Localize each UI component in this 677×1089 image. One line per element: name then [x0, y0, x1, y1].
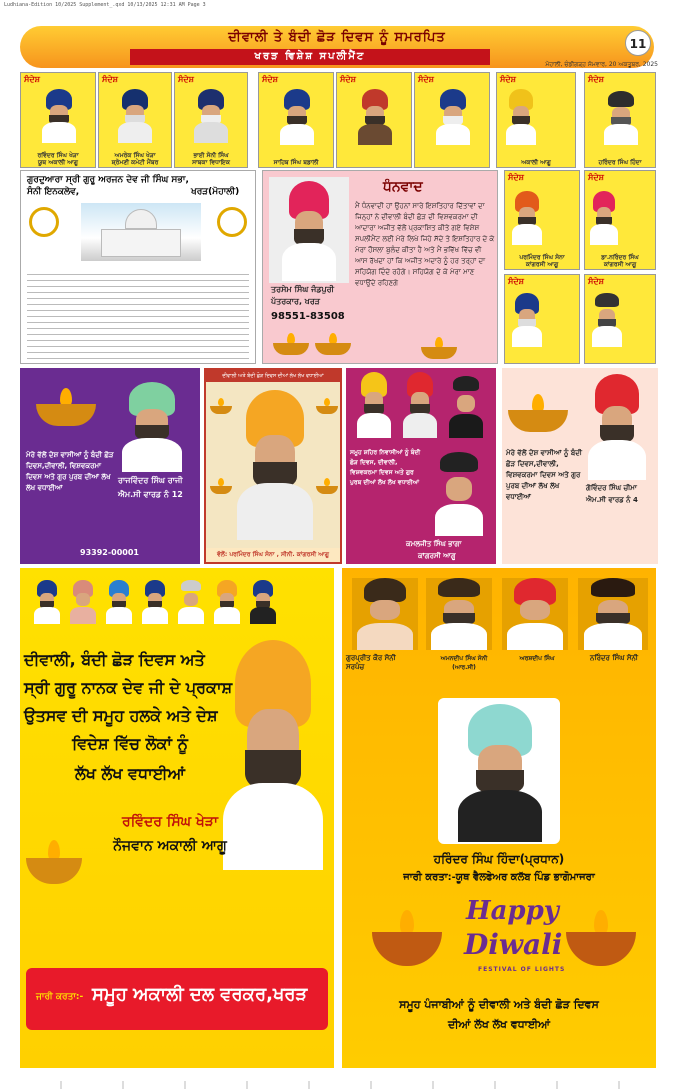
- portrait-photo: [509, 293, 545, 347]
- leader-role: ਨੌਜਵਾਨ ਅਕਾਲੀ ਆਗੂ: [113, 838, 227, 854]
- president-name: ਹਰਿੰਦਰ ਸਿੰਘ ਹਿੰਦਾ(ਪ੍ਰਧਾਨ): [433, 852, 565, 866]
- khanda-icon: [29, 207, 59, 237]
- thanks-panel: [262, 170, 498, 364]
- person-caption: ਨਰਿੰਦਰ ਸਿੰਘ ਸੋਨੀ: [589, 654, 639, 662]
- akali-dal-ad: [20, 568, 334, 1068]
- portrait-photo: [450, 704, 550, 842]
- message-card: [414, 72, 490, 168]
- card-name: ਹਰਿੰਦਰ ਸਿੰਘ ਹਿੰਦਾ: [598, 159, 642, 166]
- person-caption: ਅਮਨਦੀਪ ਸਿੰਘ ਸੋਨੀ (ਆਰ.ਸੀ): [440, 655, 488, 671]
- card-heading: ਸੰਦੇਸ਼: [418, 75, 434, 84]
- leader-name: ਰਵਿੰਦਰ ਸਿੰਘ ਖੇੜਾ: [122, 814, 218, 830]
- diya-icon: [315, 335, 351, 355]
- portrait-photo: [176, 580, 206, 624]
- portrait-photo: [433, 89, 473, 145]
- card-name: ਰਵਿੰਦਰ ਸਿੰਘ ਖੇੜਾ ਯੂਥ ਅਕਾਲੀ ਆਗੂ: [37, 152, 79, 166]
- portrait-photo: [230, 390, 320, 540]
- thanks-body: ਮੈਂ ਧੰਨਵਾਦੀ ਹਾਂ ਉਹਨਾਂ ਸਾਰੇ ਇਸ਼ਤਿਹਾਰ ਦਿੱਤਾਵਾਂ ਦਾ ਜਿਨ੍ਹਾਂ ਨੇ ਦੀਵਾਲੀ ਬੰਦੀ ਛੋੜ ਦੀ ਵਿਸ਼ਵਕਰਮਾ ਦੀ ਆਦਾਰਾ ਅਜੀਤ ਵੱਲੋਂ ਪ੍ਰਕਾਸ਼ਿਤ ਕੀਤੇ ਗਏ ਵਿਸ਼ੇਸ਼ ਸਪਲੀਮੈਂਟ ਲਈ ਮੇਰੇ ਲਿਖੇ ਜਿਹੇ ਸੱਦੇ ਤੇ ਇਸ਼ਤਿਹਾਰ ਦੇ ਕੇ ਮੇਰਾ ਹੌਸਲਾ ਬੁਲੰਦ ਕੀਤਾ ਹੈ ਅਤੇ ਮੈਂ ਭਵਿੱਖ ਵਿੱਚ ਵੀ ਆਸ ਰੱਖਦਾ ਹਾਂ ਕਿ ਅਜੀਤ ਅਦਾਰੇ ਨੂੰ ਹਰ ਤਰ੍ਹਾਂ ਦਾ ਸਹਿਯੋਗ ਦਿੰਦੇ ਰਹੋਗੇ। ਸਹਿਯੋਗ ਦੇ ਕੇ ਮੇਰਾ ਮਾਣ ਵਧਾਉਂਦੇ ਰਹਿਣਗੇ: [355, 202, 495, 287]
- thanks-title: ਧੰਨਵਾਦ: [383, 179, 423, 195]
- gurudwara-body-text: [27, 269, 249, 359]
- portrait-photo: [502, 578, 568, 650]
- portrait-photo: [446, 376, 486, 438]
- journalist-photo: [269, 177, 349, 283]
- issued-label: ਜਾਰੀ ਕਰਤਾ:-: [36, 992, 84, 1002]
- diya-icon: [566, 906, 636, 966]
- festival-text: FESTIVAL OF LIGHTS: [478, 966, 566, 973]
- councillor-name: ਰਾਜਵਿੰਦਰ ਸਿੰਘ ਰਾਜੀ: [118, 476, 183, 485]
- greeting-line: ਵਿਦੇਸ਼ ਵਿੱਚ ਲੋਕਾਂ ਨੂੰ: [72, 734, 188, 753]
- file-info-line: Ludhiana-Edition 10/2025 Supplement_.qxd 10/13/2025 12:31 AM Page 3: [4, 2, 206, 8]
- diya-icon: [273, 335, 309, 355]
- card-heading: ਸੰਦੇਸ਼: [102, 75, 118, 84]
- message-card: [98, 72, 172, 168]
- card-name: ਅਮਰੇਕ ਸਿੰਘ ਖੇੜਾ ਸ਼੍ਰੋਮਣੀ ਕਮੇਟੀ ਮੈਂਬਰ: [111, 152, 159, 166]
- card-heading: ਸੰਦੇਸ਼: [508, 277, 524, 286]
- phone-number: 93392-00001: [80, 548, 139, 557]
- greeting-line: ਉਤਸਵ ਦੀ ਸਮੂਹ ਹਲਕੇ ਅਤੇ ਦੇਸ਼: [24, 706, 218, 725]
- banner-subtitle: ਖਰੜ ਵਿਸ਼ੇਸ਼ ਸਪਲੀਮੈਂਟ: [130, 49, 490, 65]
- portrait-photo: [191, 89, 231, 143]
- message-card: [496, 72, 576, 168]
- journalist-phone: 98551-83508: [271, 311, 345, 322]
- gurudwara-photo: [81, 203, 201, 261]
- portrait-photo: [140, 580, 170, 624]
- greeting-ad-raji: [20, 368, 200, 564]
- ward-number: ਐਮ.ਸੀ ਵਾਰਡ ਨੰ 4: [586, 496, 638, 504]
- leader-role: ਕਾਂਗਰਸੀ ਆਗੂ: [418, 552, 456, 560]
- diya-icon: [26, 838, 82, 884]
- print-registration-strip: [0, 1081, 677, 1089]
- portrait-photo: [212, 580, 242, 624]
- portrait-photo: [116, 382, 188, 472]
- diwali-text: Diwali: [464, 928, 563, 961]
- leaders-photo-row: [32, 580, 324, 634]
- card-name: ਅਕਾਲੀ ਆਗੂ: [521, 159, 551, 166]
- portrait-photo: [509, 191, 545, 245]
- card-name: ਪਰਮਿੰਦਰ ਸਿੰਘ ਸੋਨਾ ਕਾਂਗਰਸੀ ਆਗੂ: [519, 254, 565, 268]
- person-caption: ਗੁਰਪ੍ਰੀਤ ਕੌਰ ਸੋਨੀ ਸਰਪੰਚ: [346, 654, 396, 671]
- happy-text: Happy: [466, 896, 559, 926]
- portrait-photo: [214, 640, 332, 870]
- portrait-photo: [587, 191, 621, 245]
- portrait-photo: [352, 578, 418, 650]
- greeting-ad-cheema: [502, 368, 658, 564]
- card-heading: ਸੰਦੇਸ਼: [500, 75, 516, 84]
- message-card: [258, 72, 334, 168]
- card-name: ਸਾਹਿਬ ਸਿੰਘ ਬਡਾਲੀ: [273, 159, 319, 166]
- card-heading: ਸੰਦੇਸ਼: [508, 173, 524, 182]
- diya-icon: [372, 906, 442, 966]
- message-card: [336, 72, 412, 168]
- diya-icon: [316, 400, 338, 414]
- issued-by: ਸਮੂਹ ਅਕਾਲੀ ਦਲ ਵਰਕਰ,ਖਰੜ: [92, 984, 308, 1005]
- card-name: ਡਾ.ਨਰਿੰਦਰ ਸਿੰਘ ਕਾਂਗਰਸੀ ਆਗੂ: [601, 254, 639, 268]
- portrait-photo: [39, 89, 79, 143]
- issued-by-banner: [26, 968, 328, 1030]
- gurudwara-location: ਖਰੜ(ਮੋਹਾਲੀ): [191, 187, 240, 197]
- diya-icon: [210, 480, 232, 494]
- khanda-icon: [217, 207, 247, 237]
- gurudwara-ad: [20, 170, 256, 364]
- portrait-photo: [589, 293, 625, 347]
- message-card: [584, 170, 656, 270]
- diya-icon: [421, 339, 457, 359]
- footer-line: ਸਮੂਹ ਪੰਜਾਬੀਆਂ ਨੂੰ ਦੀਵਾਲੀ ਅਤੇ ਬੰਦੀ ਛੋੜ ਦਿਵਸ: [399, 998, 599, 1011]
- diya-icon: [316, 480, 338, 494]
- portrait-photo: [578, 578, 648, 650]
- councillor-name: ਗੋਵਿੰਦਰ ਸਿੰਘ ਚੀਮਾ: [586, 484, 637, 492]
- gurudwara-title: ਗੁਰਦੁਆਰਾ ਸ੍ਰੀ ਗੁਰੂ ਅਰਜਨ ਦੇਵ ਜੀ ਸਿੰਘ ਸਭਾ,: [27, 175, 189, 185]
- card-heading: ਸੰਦੇਸ਼: [262, 75, 278, 84]
- card-heading: ਸੰਦੇਸ਼: [588, 277, 604, 286]
- gurudwara-subtitle: ਸੰਨੀ ਇਨਕਲੇਵ,: [27, 187, 80, 197]
- portrait-photo: [400, 372, 440, 438]
- issued-by: ਜਾਰੀ ਕਰਤਾ:-ਯੂਥ ਵੈਲਫੇਅਰ ਕਲੱਬ ਪਿੰਡ ਭਾਗੋਮਾਜਰਾ: [403, 872, 595, 883]
- portrait-photo: [582, 374, 652, 480]
- ad-top-banner: ਦੀਵਾਲੀ ਅਤੇ ਬੰਦੀ ਛੋੜ ਦਿਵਸ ਦੀਆਂ ਲੱਖ ਲੱਖ ਵਧਾਈਆਂ: [206, 370, 340, 382]
- youth-club-ad: [342, 568, 656, 1068]
- card-heading: ਸੰਦੇਸ਼: [340, 75, 356, 84]
- date-line: ਮੋਹਾਲੀ, ਚੰਡੀਗੜ੍ਹ ਸੋਮਵਾਰ, 20 ਅਕਤੂਬਰ, 2025: [545, 61, 658, 68]
- message-card: [584, 274, 656, 364]
- diya-icon: [36, 386, 96, 426]
- person-caption: ਅਰਸ਼ਦੀਪ ਸਿੰਘ: [519, 655, 555, 662]
- greeting-ad-sona: [204, 368, 342, 564]
- portrait-photo: [68, 580, 98, 624]
- journalist-role: ਪੱਤਰਕਾਰ, ਖਰੜ: [271, 297, 321, 306]
- greeting-line: ਦੀਵਾਲੀ, ਬੰਦੀ ਛੋੜ ਦਿਵਸ ਅਤੇ: [24, 650, 205, 669]
- ad-footer: ਵੱਲੋਂ: ਪਰਮਿੰਦਰ ਸਿੰਘ ਸੋਨਾ , ਸੀਨੀ. ਕਾਂਗਰਸੀ ਆਗੂ: [206, 548, 340, 562]
- portrait-photo: [503, 89, 539, 145]
- page-number: 11: [625, 30, 651, 56]
- card-heading: ਸੰਦੇਸ਼: [588, 75, 604, 84]
- portrait-photo: [430, 452, 488, 536]
- portrait-photo: [601, 91, 641, 145]
- portrait-photo: [354, 372, 394, 438]
- portrait-photo: [277, 181, 341, 281]
- diya-icon: [210, 400, 232, 414]
- footer-line: ਦੀਆਂ ਲੱਖ ਲੱਖ ਵਧਾਈਆਂ: [447, 1018, 551, 1031]
- greeting-text: ਸਮੂਹ ਸ਼ਹਿਰ ਨਿਵਾਸੀਆਂ ਨੂੰ ਬੰਦੀ ਛੋੜ ਦਿਵਸ, ਦੀਵਾਲੀ, ਵਿਸ਼ਵਕਰਮਾ ਦਿਵਸ ਅਤੇ ਗੁਰ ਪੁਰਬ ਦੀਆਂ ਲੱਖ ਲੱਖ ਵਧਾਈਆਂ: [350, 449, 421, 486]
- greeting-line: ਲੱਖ ਲੱਖ ਵਧਾਈਆਂ: [74, 764, 186, 783]
- message-card: [504, 274, 580, 364]
- leader-name: ਕਮਲਜੀਤ ਸਿੰਘ ਭਾਗਾ: [406, 540, 462, 548]
- portrait-photo: [248, 580, 278, 624]
- journalist-name: ਤਰਸੇਮ ਸਿੰਘ ਜੰਡਪੁਰੀ: [271, 285, 335, 294]
- greeting-ad-bhaga: [346, 368, 496, 564]
- greeting-text: ਮੇਰੇ ਵੱਲੋਂ ਦੇਸ਼ ਵਾਸੀਆਂ ਨੂੰ ਬੰਦੀ ਛੋੜ ਦਿਵਸ,ਦੀਵਾਲੀ, ਵਿਸ਼ਵਕਰਮਾ ਦਿਵਸ ਅਤੇ ਗੁਰ ਪੁਰਬ ਦੀਆਂ ਲੱਖ ਲੱਖ ਵਧਾਈਆਂ: [506, 449, 582, 501]
- ward-number: ਐਮ.ਸੀ ਵਾਰਡ ਨੰ 12: [118, 490, 183, 499]
- portrait-photo: [104, 580, 134, 624]
- portrait-photo: [32, 580, 62, 624]
- portrait-photo: [426, 578, 492, 650]
- message-card: [174, 72, 248, 168]
- message-card: [584, 72, 656, 168]
- card-heading: ਸੰਦੇਸ਼: [178, 75, 194, 84]
- president-photo: [438, 698, 560, 844]
- portrait-photo: [115, 89, 155, 143]
- card-name: ਭਾਈ ਸੋਨੀ ਸਿੰਘ ਸਾਬਕਾ ਵਿਧਾਇਕ: [192, 152, 230, 166]
- greeting-line: ਸ੍ਰੀ ਗੁਰੂ ਨਾਨਕ ਦੇਵ ਜੀ ਦੇ ਪ੍ਰਕਾਸ਼: [24, 678, 233, 697]
- card-heading: ਸੰਦੇਸ਼: [588, 173, 604, 182]
- greeting-text: ਮੇਰੇ ਵੱਲੋਂ ਦੇਸ਼ ਵਾਸੀਆਂ ਨੂੰ ਬੰਦੀ ਛੋੜ ਦਿਵਸ,ਦੀਵਾਲੀ, ਵਿਸ਼ਵਕਰਮਾ ਦਿਵਸ ਅਤੇ ਗੁਰ ਪੁਰਬ ਦੀਆਂ ਲੱਖ ਲੱਖ ਵਧਾਈਆਂ: [26, 451, 114, 492]
- portrait-photo: [355, 89, 395, 145]
- diya-icon: [508, 392, 568, 432]
- card-heading: ਸੰਦੇਸ਼: [24, 75, 40, 84]
- banner-title: ਦੀਵਾਲੀ ਤੇ ਬੰਦੀ ਛੋੜ ਦਿਵਸ ਨੂੰ ਸਮਰਪਿਤ: [228, 30, 446, 45]
- portrait-photo: [277, 89, 317, 145]
- message-card: [504, 170, 580, 270]
- message-card: [20, 72, 96, 168]
